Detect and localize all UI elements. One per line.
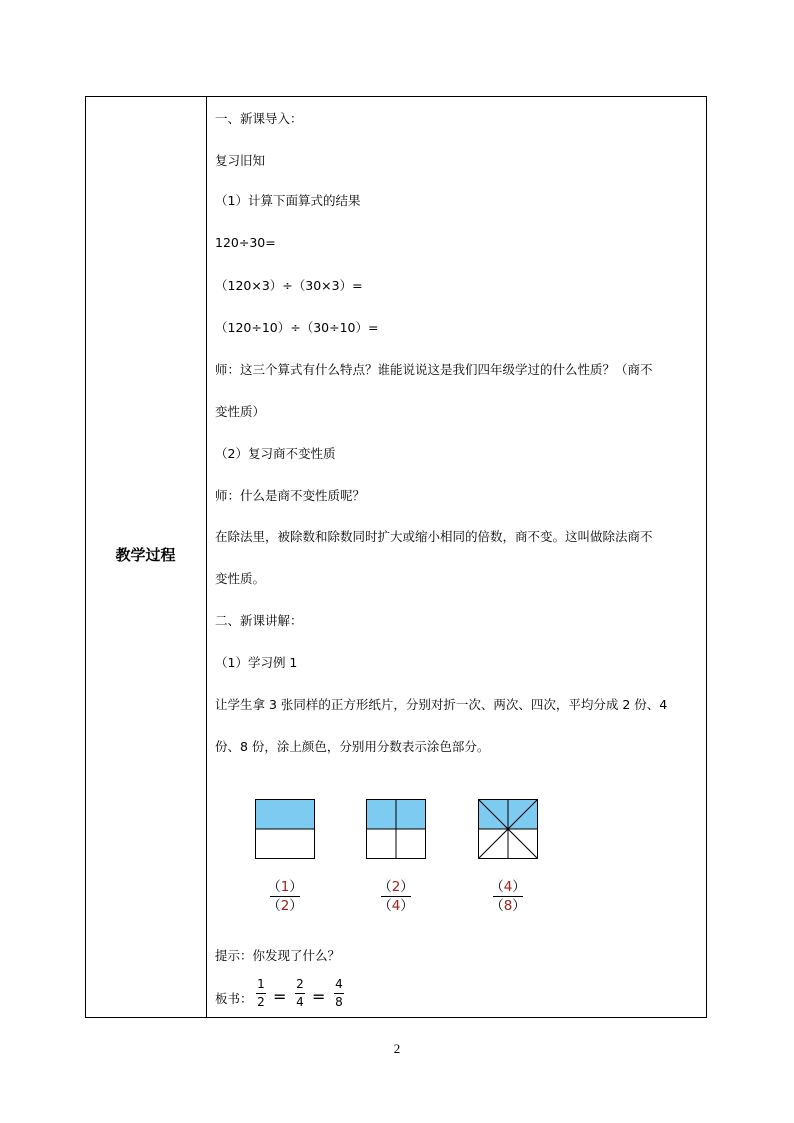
text-line: 一、新课导入： [215, 111, 303, 126]
equals-sign: = [273, 987, 287, 1006]
fraction-bar [295, 993, 305, 994]
square-halves [255, 799, 315, 859]
text-line: 在除法里，被除数和除数同时扩大或缩小相同的倍数，商不变。这叫做除法商不 [215, 529, 653, 544]
row-label: 教学过程 [115, 546, 176, 564]
prompt-text: 提示：你发现了什么？ [215, 948, 341, 963]
denominator: 4 [391, 898, 401, 914]
fraction-label: （2） （4） [378, 879, 414, 914]
board-fraction [255, 977, 267, 1010]
text-line: 二、新课讲解： [215, 613, 303, 628]
text-line: 变性质。 [215, 571, 266, 586]
text-line: （2）复习商不变性质 [215, 446, 336, 461]
text-line: （120÷10）÷（30÷10）= [215, 320, 379, 335]
square-eighths [478, 799, 538, 859]
fraction-label: （4） （8） [490, 879, 526, 914]
equals-sign: = [312, 987, 326, 1006]
fraction-label: （1） （2） [267, 879, 303, 914]
numerator: 2 [391, 879, 401, 895]
numerator: 1 [280, 879, 290, 895]
board-fraction [294, 977, 306, 1010]
text-line: 变性质） [215, 404, 266, 419]
board-fraction [333, 977, 345, 1010]
numerator: 2 [296, 977, 304, 991]
shaded-part [256, 800, 314, 829]
text-line: （1）计算下面算式的结果 [215, 193, 361, 208]
text-line: 复习旧知 [215, 153, 266, 168]
text-line: （1）学习例 1 [215, 655, 298, 670]
text-line: 师：什么是商不变性质呢？ [215, 488, 366, 503]
fraction-bar [256, 993, 266, 994]
board-label: 板书： [215, 991, 253, 1006]
denominator: 2 [257, 995, 265, 1009]
denominator: 4 [296, 995, 304, 1009]
denominator: 8 [335, 995, 343, 1009]
page-number: 2 [393, 1041, 401, 1056]
numerator: 1 [257, 977, 265, 991]
text-line: 师：这三个算式有什么特点？谁能说说这是我们四年级学过的什么性质？（商不 [215, 362, 653, 377]
square-quarters [366, 799, 426, 859]
denominator: 2 [280, 898, 290, 914]
text-line: 让学生拿 3 张同样的正方形纸片，分别对折一次、两次、四次，平均分成 2 份、4 [215, 697, 668, 712]
text-line: （120×3）÷（30×3）= [215, 278, 363, 293]
text-line: 120÷30= [215, 235, 276, 250]
numerator: 4 [503, 879, 513, 895]
denominator: 8 [503, 898, 513, 914]
table-column-divider [206, 96, 207, 1018]
numerator: 4 [335, 977, 343, 991]
text-line: 份、8 份，涂上颜色，分别用分数表示涂色部分。 [215, 739, 490, 754]
fraction-bar [334, 993, 344, 994]
